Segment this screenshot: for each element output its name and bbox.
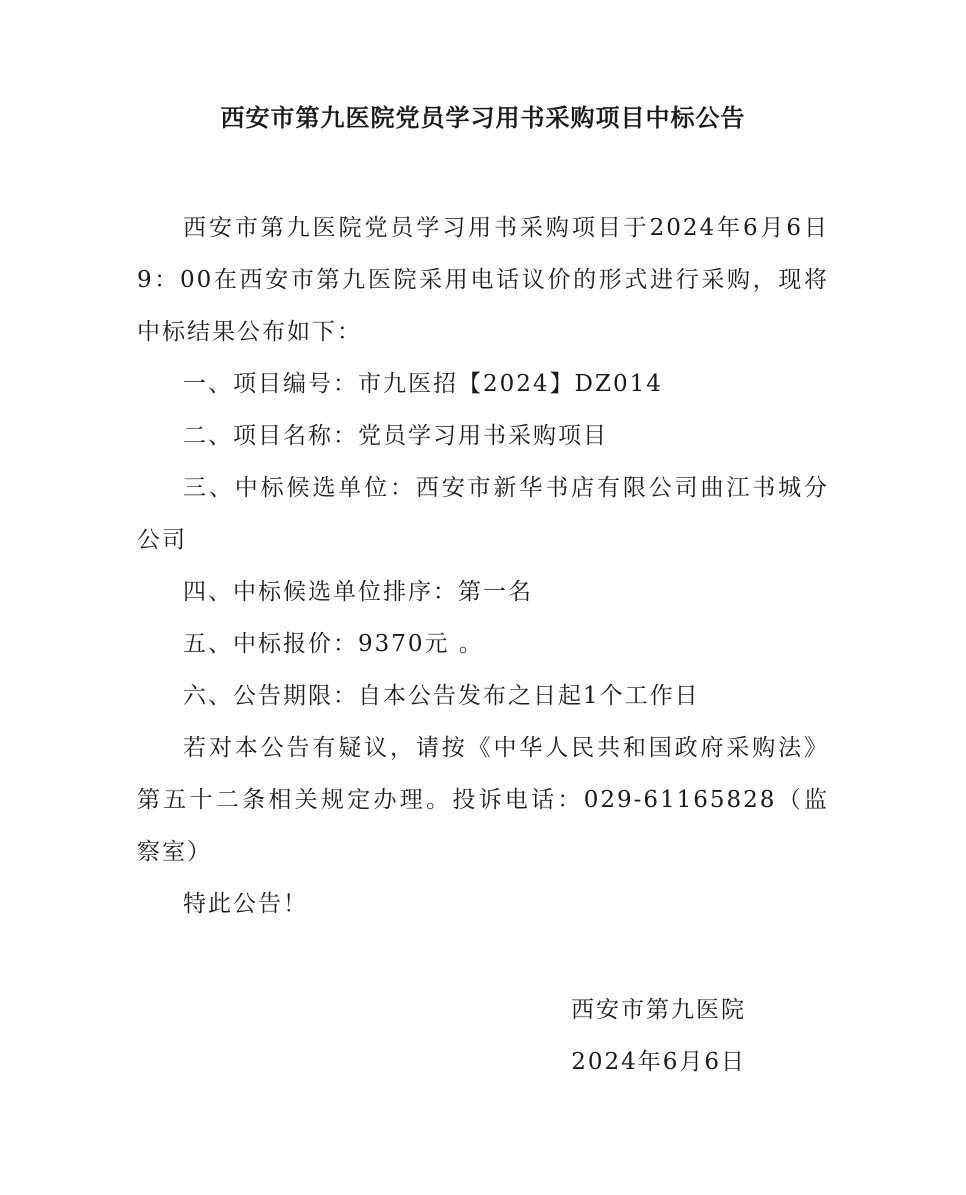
document-body (137, 202, 829, 930)
item-project-number: 一、项目编号：市九医招【2024】DZ014 (183, 371, 663, 397)
intro-paragraph: 西安市第九医院党员学习用书采购项目于2024年6月6日9：00在西安市第九医院采用电话议价的形式进行采购，现将中标结果公布如下： (137, 215, 829, 345)
item-winning-bidder: 三、中标候选单位：西安市新华书店有限公司曲江书城分公司 (137, 475, 829, 553)
signature-organization: 西安市第九医院 (571, 997, 746, 1023)
item-bidder-ranking: 四、中标候选单位排序：第一名 (183, 579, 533, 605)
signature-date: 2024年6月6日 (571, 1049, 746, 1075)
item-project-name: 二、项目名称：党员学习用书采购项目 (183, 423, 608, 449)
objection-paragraph: 若对本公告有疑议，请按《中华人民共和国政府采购法》第五十二条相关规定办理。投诉电话：029-61165828（监察室） (137, 735, 829, 865)
item-announcement-period: 六、公告期限：自本公告发布之日起1个工作日 (183, 683, 700, 709)
item-winning-price: 五、中标报价：9370元 。 (183, 631, 484, 657)
closing-statement: 特此公告！ (183, 891, 308, 917)
signature-block (540, 984, 746, 1088)
document-title: 西安市第九医院党员学习用书采购项目中标公告 (220, 104, 746, 132)
